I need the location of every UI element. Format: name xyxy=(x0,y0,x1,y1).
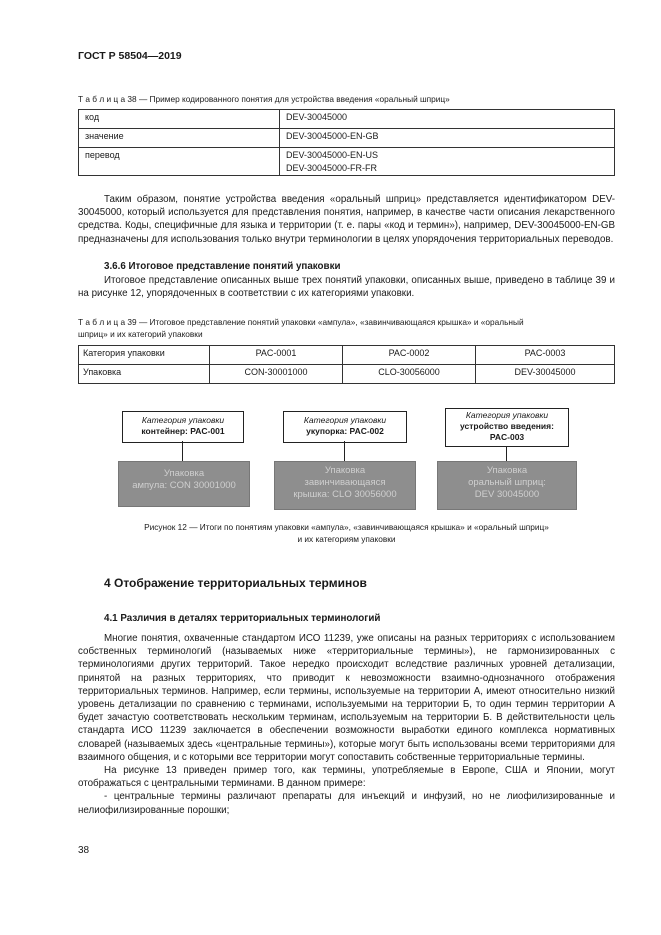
category-value: устройство введения: xyxy=(460,421,554,431)
table-row xyxy=(79,148,615,176)
paragraph-text: Итоговое представление описанных выше трех понятий упаковки, описанных выше, приведено в таблице 39 и на рисунке 12, упорядоченных в соответствии с их категориями упаковки. xyxy=(78,275,615,300)
package-box-ampoule xyxy=(118,461,250,507)
caption-line: и их категориям упаковки xyxy=(297,534,396,544)
connector-line xyxy=(506,446,507,461)
category-value: PAC-003 xyxy=(489,432,525,442)
table-cell: перевод xyxy=(79,148,280,176)
package-value: DEV 30045000 xyxy=(474,489,540,500)
paragraph xyxy=(78,193,615,246)
category-value: контейнер: PAC-001 xyxy=(141,426,225,436)
table-cell: CON-30001000 xyxy=(210,365,343,384)
package-label: Упаковка xyxy=(163,468,205,479)
package-value: оральный шприц: xyxy=(468,477,546,488)
cell-line: DEV-30045000-EN-US xyxy=(286,150,379,160)
cell-line: DEV-30045000-FR-FR xyxy=(286,163,378,173)
category-box-device xyxy=(445,408,569,447)
table-row xyxy=(79,129,615,148)
figure-12-caption xyxy=(78,521,615,545)
connector-line xyxy=(182,441,183,461)
table-cell xyxy=(280,148,615,176)
table-cell: DEV-30045000 xyxy=(280,110,615,129)
caption-line: Т а б л и ц а 39 — Итоговое представление понятий упаковки «ампула», «завинчивающаяся крышка» и «оральный xyxy=(78,317,524,327)
table38-caption: Т а б л и ц а 38 — Пример кодированного понятия для устройства введения «оральный шприц» xyxy=(78,94,450,104)
section-4-title: 4 Отображение территориальных терминов xyxy=(104,576,367,590)
package-label: Упаковка xyxy=(324,465,366,476)
table-row xyxy=(79,110,615,129)
package-label: Упаковка xyxy=(486,465,528,476)
category-box-closure xyxy=(283,411,407,443)
paragraph-text: Таким образом, понятие устройства введения «оральный шприц» представляется идентификатором DEV-30045000, который используется для представления понятия, например, в качестве части описания лекарственного средства. Коды, специфичные для языка и территории (т. е. пары «код и термин»), например, DEV-30045000-EN-GB предназначены для использования только внутри терминологии в целях упорядочения территориальных переводов. xyxy=(78,194,615,245)
category-label: Категория упаковки xyxy=(141,415,225,425)
table-cell: Упаковка xyxy=(79,365,210,384)
package-value: завинчивающаяся xyxy=(304,477,386,488)
section-4-1-title: 4.1 Различия в деталях территориальных терминологий xyxy=(104,613,381,624)
caption-line: Рисунок 12 — Итоги по понятиям упаковки «ампула», «завинчивающаяся крышка» и «оральный шприц» xyxy=(144,522,549,532)
package-box-oral-syringe xyxy=(437,461,577,510)
table-row xyxy=(79,365,615,384)
package-box-screwcap xyxy=(274,461,416,510)
table-cell: значение xyxy=(79,129,280,148)
category-box-container xyxy=(122,411,244,443)
table-cell: CLO-30056000 xyxy=(343,365,476,384)
table-cell: DEV-30045000-EN-GB xyxy=(280,129,615,148)
category-label: Категория упаковки xyxy=(465,410,549,420)
section-3-6-6-text xyxy=(78,274,615,300)
paragraph-text: На рисунке 13 приведен пример того, как термины, употребляемые в Европе, США и Японии, могут отображаться с центральными терминами. В данном примере: xyxy=(78,765,615,790)
package-value: ампула: CON 30001000 xyxy=(132,480,236,491)
page-number: 38 xyxy=(78,845,90,856)
caption-line: шприц» и их категорий упаковки xyxy=(78,329,203,339)
table-cell: PAC-0002 xyxy=(343,346,476,365)
section-4-1-body xyxy=(78,632,615,817)
table-cell: код xyxy=(79,110,280,129)
table-cell: PAC-0001 xyxy=(210,346,343,365)
category-label: Категория упаковки xyxy=(303,415,387,425)
table-cell: DEV-30045000 xyxy=(476,365,615,384)
section-3-6-6-title: 3.6.6 Итоговое представление понятий упаковки xyxy=(104,261,341,272)
document-header: ГОСТ Р 58504—2019 xyxy=(78,50,182,62)
table38 xyxy=(78,109,615,176)
connector-line xyxy=(344,441,345,461)
table39 xyxy=(78,345,615,384)
package-value: крышка: CLO 30056000 xyxy=(293,489,397,500)
category-value: укупорка: PAC-002 xyxy=(306,426,384,436)
table39-caption xyxy=(78,316,618,340)
table-cell: PAC-0003 xyxy=(476,346,615,365)
paragraph-text: Многие понятия, охваченные стандартом ИСО 11239, уже описаны на разных территориях с использованием собственных терминологий (называемых ниже «территориальные термины»), не гармонизированных с терминологиями других территорий. Такое нередко происходит вследствие различных уровней детализации, принятой на разных территориях, что приводит к невозможности взаимно-однозначного отображения территориальных терминов. Например, если термины, используемые на территории А, имеют относительно низкий уровень детализации по сравнению с терминами, используемыми на территории Б, то один термин территории А будет зачастую соответствовать нескольким терминам, используемым на территории Б. В действительности цель стандарта ИСО 11239 заключается в обеспечении возможности выработки единого комплекса нормативных словарей (называемых здесь «центральные термины»), которые могут быть использованы всеми территориями для взаимного общения, и с которыми все территории могут сопоставить собственные территориальные термины. xyxy=(78,633,615,763)
bullet-item: - центральные термины различают препараты для инъекций и инфузий, но не лиофилизированные и нелиофилизированные порошки; xyxy=(78,791,615,816)
table-cell: Категория упаковки xyxy=(79,346,210,365)
table-row xyxy=(79,346,615,365)
